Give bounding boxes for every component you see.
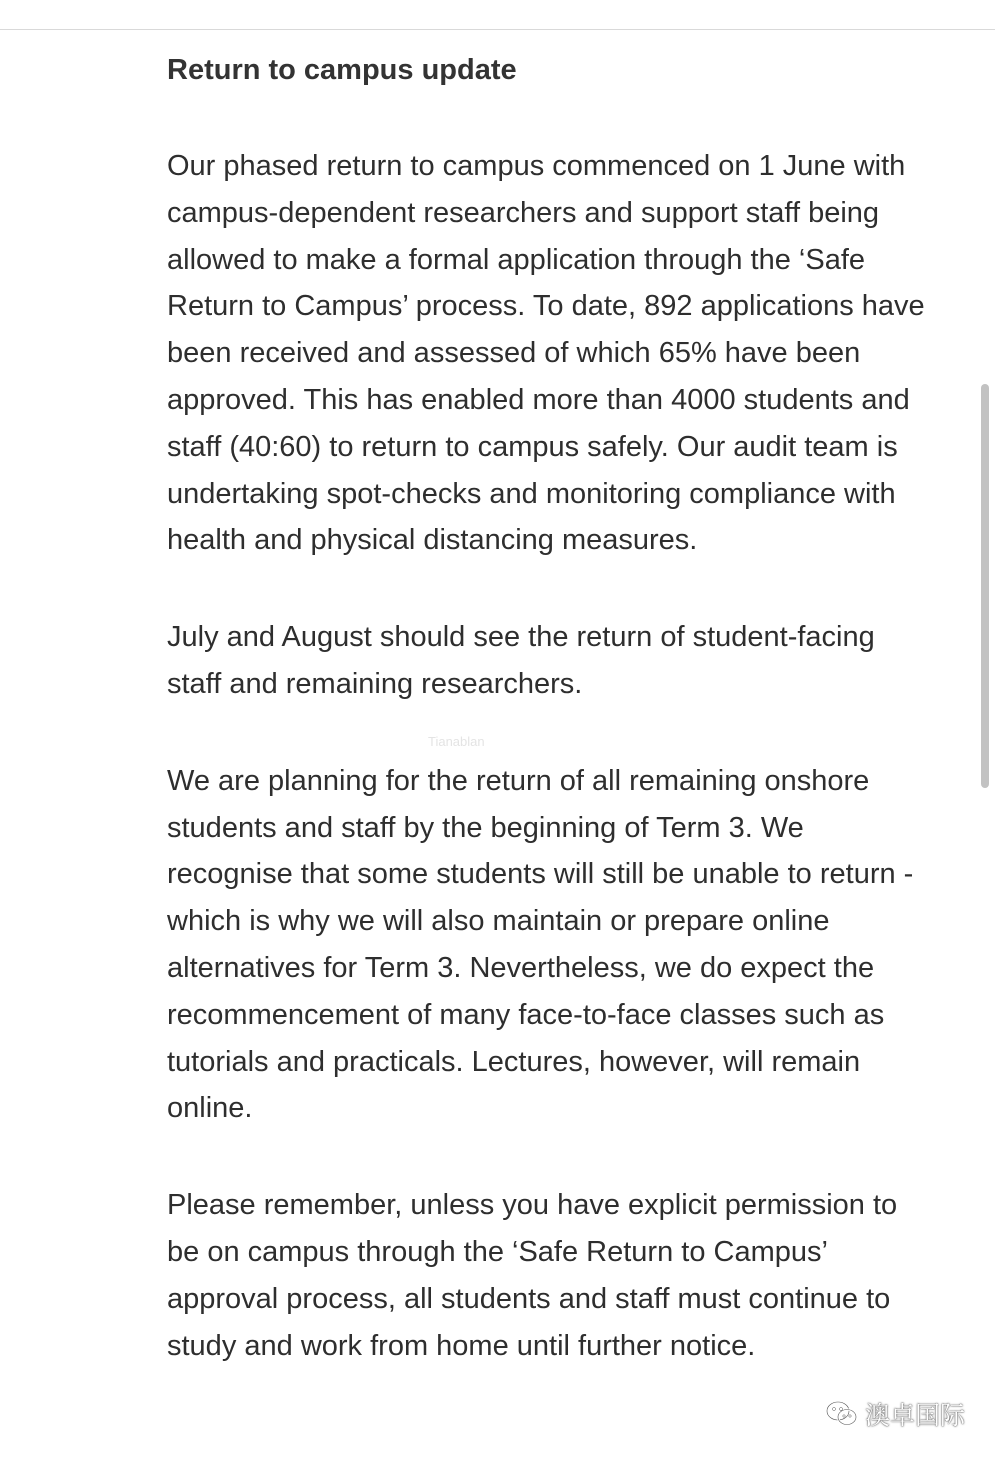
paragraph-reminder: Please remember, unless you have explicit permission to be on campus through the ‘Safe Return to Campus’ approval process, all students and staff must continue to study and work from home until further notice. — [167, 1189, 898, 1362]
paragraph-july-august: July and August should see the return of student-facing staff and remaining researchers. — [167, 621, 875, 700]
wechat-icon — [825, 1400, 859, 1428]
brand-text: 澳卓国际 — [864, 1401, 965, 1430]
scrollbar-thumb[interactable] — [981, 384, 989, 788]
paragraph-term-3-plans: We are planning for the return of all remaining onshore students and staff by the beginning of Term 3. We recognise that some students will still be unable to return - which is why we will also maintain or prepare online alternatives for Term 3. Nevertheless, we do expect the recommencement of many face-to-face classes such as tutorials and practicals. Lectures, however, will remain online. — [167, 764, 914, 1125]
article-body — [167, 49, 927, 1369]
top-divider — [0, 29, 995, 30]
paragraph-phased-return: Our phased return to campus commenced on 1 June with campus-dependent researchers and support staff being allowed to make a formal application through the ‘Safe Return to Campus’ process. To date, 892 applications have been received and assessed of which 65% have been approved. This has enabled more than 4000 students and staff (40:60) to return to campus safely. Our audit team is undertaking spot-checks and monitoring compliance with health and physical distancing measures. — [167, 150, 925, 557]
article-title: Return to campus update — [167, 54, 517, 86]
brand-watermark — [825, 1396, 965, 1432]
faint-watermark: Tianablan — [428, 734, 485, 749]
vertical-scrollbar[interactable] — [981, 384, 991, 788]
